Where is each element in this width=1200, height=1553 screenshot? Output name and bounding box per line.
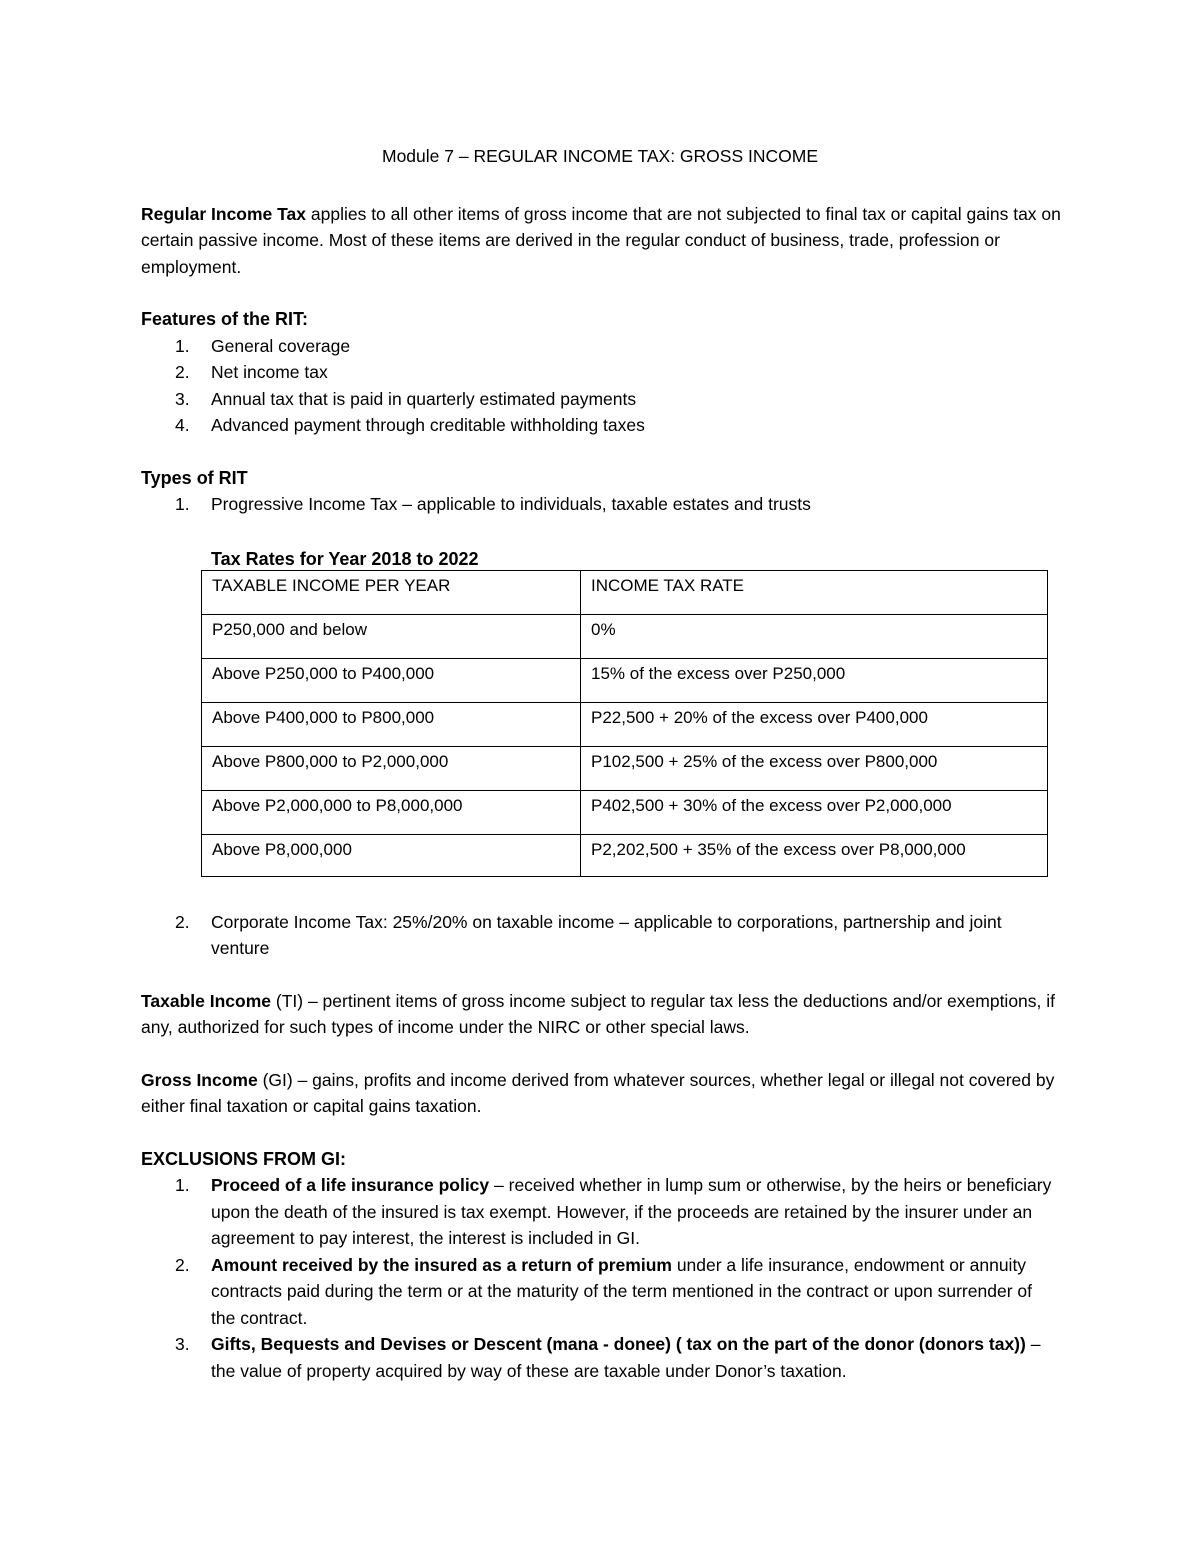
list-item — [141, 1252, 1061, 1332]
list-number: 4. — [175, 415, 190, 435]
table-cell: Above P800,000 to P2,000,000 — [202, 746, 581, 790]
table-cell: P2,202,500 + 35% of the excess over P8,000,000 — [581, 834, 1048, 876]
exclusion-text: – the value of property acquired by way of these are taxable under Donor’s taxation. — [211, 1334, 1041, 1381]
features-list — [141, 333, 1061, 439]
list-item — [141, 333, 1061, 360]
list-item — [141, 386, 1061, 413]
taxable-income-text: (TI) – pertinent items of gross income subject to regular tax less the deductions and/or exemptions, if any, authorized for such types of income under the NIRC or other special laws. — [141, 990, 1056, 1037]
intro-text: applies to all other items of gross income that are not subjected to final tax or capital gains tax on certain passive income. Most of these items are derived in the regular conduct of business, trade, profession or employment. — [141, 203, 1061, 277]
list-text: Net income tax — [211, 362, 328, 382]
list-item — [141, 909, 1061, 962]
table-row — [202, 702, 1048, 746]
gross-income-text: (GI) – gains, profits and income derived from whatever sources, whether legal or illegal not covered by either final taxation or capital gains taxation. — [141, 1069, 1055, 1116]
list-number: 3. — [175, 388, 190, 409]
list-number: 1. — [175, 335, 190, 356]
features-section — [141, 306, 1061, 439]
gross-income-term: Gross Income — [141, 1069, 258, 1090]
list-text: General coverage — [211, 335, 351, 356]
list-item — [141, 1172, 1061, 1252]
exclusion-term: Amount received by the insured as a return of premium — [211, 1254, 672, 1275]
list-number: 2. — [175, 362, 190, 382]
table-row — [202, 790, 1048, 834]
types-section — [141, 465, 1061, 962]
taxable-income-paragraph — [141, 988, 1061, 1041]
table-cell: P402,500 + 30% of the excess over P2,000,000 — [581, 790, 1048, 834]
exclusion-term: Gifts, Bequests and Devises or Descent (mana - donee) ( tax on the part of the donor (donors tax)) — [211, 1334, 1026, 1354]
types-list-2 — [141, 909, 1061, 962]
types-list-1 — [141, 491, 1061, 518]
list-number: 1. — [175, 494, 190, 514]
exclusions-heading: EXCLUSIONS FROM GI: — [141, 1148, 347, 1169]
table-header-cell: INCOME TAX RATE — [581, 570, 1048, 614]
table-cell: P250,000 and below — [202, 614, 581, 658]
table-cell: Above P8,000,000 — [202, 834, 581, 876]
gross-income-paragraph — [141, 1067, 1061, 1120]
intro-paragraph — [141, 201, 1061, 281]
list-item — [141, 412, 1061, 439]
list-text: Annual tax that is paid in quarterly estimated payments — [211, 388, 637, 409]
table-cell: Above P400,000 to P800,000 — [202, 702, 581, 746]
list-number: 3. — [175, 1334, 190, 1354]
exclusions-list — [141, 1172, 1061, 1384]
list-number: 2. — [175, 1254, 190, 1275]
list-text: Progressive Income Tax – applicable to individuals, taxable estates and trusts — [211, 494, 811, 514]
list-number: 2. — [175, 911, 190, 932]
exclusion-term: Proceed of a life insurance policy — [211, 1175, 490, 1195]
table-cell: Above P2,000,000 to P8,000,000 — [202, 790, 581, 834]
table-row — [202, 746, 1048, 790]
taxable-income-term: Taxable Income — [141, 990, 272, 1011]
types-heading: Types of RIT — [141, 467, 248, 488]
list-item — [141, 491, 1061, 518]
list-text: Advanced payment through creditable withholding taxes — [211, 415, 645, 435]
table-cell: P22,500 + 20% of the excess over P400,000 — [581, 702, 1048, 746]
table-row — [202, 834, 1048, 876]
exclusion-text: under a life insurance, endowment or annuity contracts paid during the term or at the maturity of the term mentioned in the contract or upon surrender of the contract. — [211, 1254, 1032, 1328]
list-item — [141, 1331, 1061, 1384]
table-title: Tax Rates for Year 2018 to 2022 — [211, 548, 479, 569]
document-page — [141, 143, 1061, 1384]
table-row — [202, 614, 1048, 658]
tax-rate-table — [201, 570, 1048, 877]
page-title: Module 7 – REGULAR INCOME TAX: GROSS INCOME — [382, 146, 818, 166]
list-number: 1. — [175, 1175, 190, 1195]
table-cell: P102,500 + 25% of the excess over P800,000 — [581, 746, 1048, 790]
table-cell: Above P250,000 to P400,000 — [202, 658, 581, 702]
table-header-cell: TAXABLE INCOME PER YEAR — [202, 570, 581, 614]
exclusions-section — [141, 1146, 1061, 1385]
table-row — [202, 658, 1048, 702]
features-heading: Features of the RIT: — [141, 309, 309, 329]
intro-term: Regular Income Tax — [141, 203, 307, 224]
exclusion-text: – received whether in lump sum or otherwise, by the heirs or beneficiary upon the death of the insured is tax exempt. However, if the proceeds are retained by the insurer under an agreement to pay interest, the interest is included in GI. — [211, 1175, 1052, 1248]
list-item — [141, 359, 1061, 386]
table-cell: 15% of the excess over P250,000 — [581, 658, 1048, 702]
list-text: Corporate Income Tax: 25%/20% on taxable income – applicable to corporations, partnership and joint venture — [211, 911, 1002, 958]
table-header-row — [202, 570, 1048, 614]
table-cell: 0% — [581, 614, 1048, 658]
